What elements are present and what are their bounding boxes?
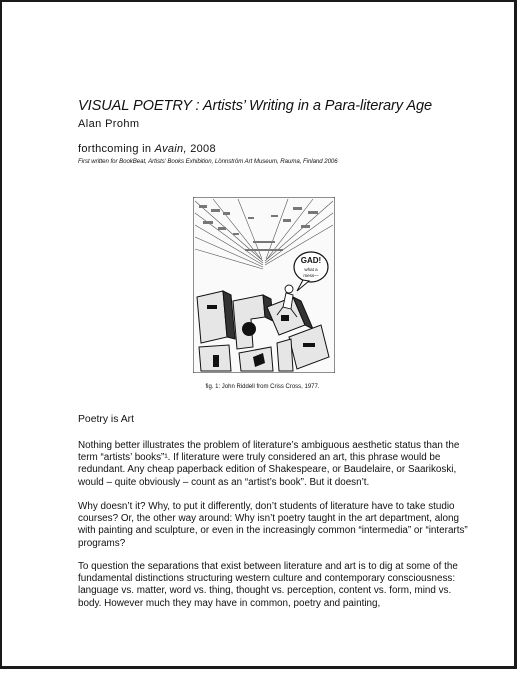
paragraph-text: Nothing better illustrates the problem of literature’s ambiguous aesthetic status than the term “artists’ books”¹. If literature were truly considered an art, this phrase would be redundant. Any cheap paperback edition of Shakespeare, or Baudelaire, or Saarikoski, would – quite obviously – count as an “artist’s book”. But it doesn’t.	[78, 440, 460, 488]
body-paragraph	[78, 561, 470, 610]
origin-note: First written for BookBeat, Artists’ Books Exhibition, Lönnström Art Museum, Rauma, Finland 2006	[78, 158, 338, 165]
bubble-line-2: what a	[304, 267, 318, 272]
publication-year: 2008	[186, 143, 216, 155]
paragraph-text: Why doesn’t it? Why, to put it differently, don’t students of literature have to take studio courses? Or, the other way around: Why isn’t poetry taught in the art department, along with painting and sculpture, or even in the increasingly common “intermedia” or “interarts” programs?	[78, 501, 468, 549]
concrete-poetry-illustration	[193, 197, 335, 373]
publication-prefix: forthcoming in	[78, 143, 155, 155]
body-paragraph	[78, 440, 470, 489]
publication-venue: Avain,	[154, 143, 187, 155]
bubble-line-3: mess—	[303, 273, 319, 278]
body-paragraph	[78, 501, 470, 550]
figure-caption: fig. 1: John Riddell from Criss Cross, 1977.	[205, 384, 320, 390]
paragraph-text: To question the separations that exist between literature and art is to dig at some of the fundamental distinctions structuring western culture and contemporary consciousness: language vs. matter, word vs. thing, thought vs. perception, content vs. form, mind vs. body. However much they may have in common, poetry and painting,	[78, 561, 458, 609]
section-heading: Poetry is Art	[78, 414, 135, 425]
publication-line	[78, 143, 216, 155]
bubble-line-1: GAD!	[300, 256, 322, 265]
document-title: VISUAL POETRY : Artists’ Writing in a Para-literary Age	[78, 98, 433, 114]
author-name: Alan Prohm	[78, 118, 140, 130]
